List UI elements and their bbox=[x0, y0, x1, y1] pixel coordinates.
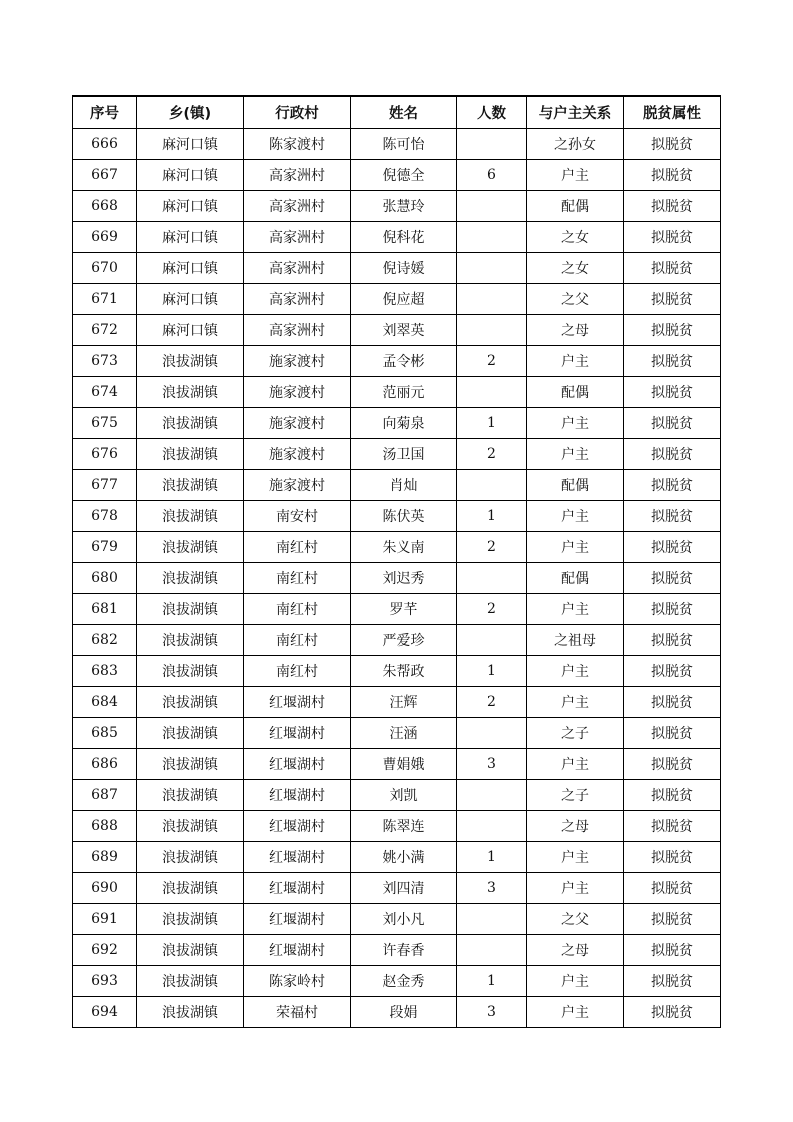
cell-household-size bbox=[457, 315, 527, 346]
cell-index: 668 bbox=[73, 191, 137, 222]
table-header bbox=[73, 96, 721, 129]
cell-township: 麻河口镇 bbox=[137, 315, 244, 346]
table-row bbox=[73, 718, 721, 749]
cell-relation: 之女 bbox=[527, 253, 624, 284]
cell-relation: 户主 bbox=[527, 408, 624, 439]
table-row bbox=[73, 377, 721, 408]
cell-status: 拟脱贫 bbox=[624, 253, 721, 284]
cell-relation: 户主 bbox=[527, 966, 624, 997]
cell-relation: 之母 bbox=[527, 811, 624, 842]
cell-index: 689 bbox=[73, 842, 137, 873]
cell-status: 拟脱贫 bbox=[624, 687, 721, 718]
cell-township: 浪拔湖镇 bbox=[137, 532, 244, 563]
cell-status: 拟脱贫 bbox=[624, 222, 721, 253]
cell-relation: 户主 bbox=[527, 749, 624, 780]
cell-village: 施家渡村 bbox=[244, 470, 351, 501]
cell-village: 高家洲村 bbox=[244, 222, 351, 253]
table-row bbox=[73, 470, 721, 501]
cell-name: 许春香 bbox=[351, 935, 457, 966]
cell-name: 段娟 bbox=[351, 997, 457, 1028]
cell-township: 麻河口镇 bbox=[137, 191, 244, 222]
cell-name: 张慧玲 bbox=[351, 191, 457, 222]
table-row bbox=[73, 160, 721, 191]
table-row bbox=[73, 873, 721, 904]
cell-name: 倪德全 bbox=[351, 160, 457, 191]
header-status: 脱贫属性 bbox=[624, 96, 721, 129]
cell-index: 692 bbox=[73, 935, 137, 966]
cell-household-size bbox=[457, 222, 527, 253]
cell-household-size bbox=[457, 904, 527, 935]
table-row bbox=[73, 532, 721, 563]
cell-village: 南红村 bbox=[244, 563, 351, 594]
cell-village: 荣福村 bbox=[244, 997, 351, 1028]
cell-name: 朱义南 bbox=[351, 532, 457, 563]
cell-relation: 之母 bbox=[527, 935, 624, 966]
cell-name: 陈伏英 bbox=[351, 501, 457, 532]
table-row bbox=[73, 253, 721, 284]
table-row bbox=[73, 904, 721, 935]
cell-index: 687 bbox=[73, 780, 137, 811]
table-row bbox=[73, 687, 721, 718]
cell-household-size bbox=[457, 129, 527, 160]
cell-relation: 之子 bbox=[527, 780, 624, 811]
table-row bbox=[73, 315, 721, 346]
cell-village: 南红村 bbox=[244, 532, 351, 563]
cell-village: 红堰湖村 bbox=[244, 780, 351, 811]
cell-index: 694 bbox=[73, 997, 137, 1028]
cell-township: 浪拔湖镇 bbox=[137, 966, 244, 997]
table-row bbox=[73, 408, 721, 439]
cell-relation: 户主 bbox=[527, 842, 624, 873]
cell-township: 浪拔湖镇 bbox=[137, 501, 244, 532]
cell-status: 拟脱贫 bbox=[624, 935, 721, 966]
cell-index: 684 bbox=[73, 687, 137, 718]
cell-household-size: 3 bbox=[457, 997, 527, 1028]
cell-village: 红堰湖村 bbox=[244, 935, 351, 966]
cell-household-size bbox=[457, 253, 527, 284]
cell-status: 拟脱贫 bbox=[624, 811, 721, 842]
cell-name: 汤卫国 bbox=[351, 439, 457, 470]
cell-index: 673 bbox=[73, 346, 137, 377]
cell-index: 680 bbox=[73, 563, 137, 594]
cell-index: 691 bbox=[73, 904, 137, 935]
cell-name: 范丽元 bbox=[351, 377, 457, 408]
cell-relation: 之父 bbox=[527, 904, 624, 935]
cell-township: 浪拔湖镇 bbox=[137, 904, 244, 935]
cell-relation: 户主 bbox=[527, 532, 624, 563]
cell-relation: 之父 bbox=[527, 284, 624, 315]
cell-household-size bbox=[457, 563, 527, 594]
cell-name: 陈翠连 bbox=[351, 811, 457, 842]
table-row bbox=[73, 935, 721, 966]
cell-township: 浪拔湖镇 bbox=[137, 749, 244, 780]
cell-name: 向菊泉 bbox=[351, 408, 457, 439]
cell-relation: 配偶 bbox=[527, 377, 624, 408]
cell-village: 施家渡村 bbox=[244, 346, 351, 377]
cell-household-size: 1 bbox=[457, 842, 527, 873]
cell-index: 679 bbox=[73, 532, 137, 563]
cell-township: 麻河口镇 bbox=[137, 284, 244, 315]
cell-status: 拟脱贫 bbox=[624, 191, 721, 222]
cell-township: 浪拔湖镇 bbox=[137, 625, 244, 656]
cell-relation: 户主 bbox=[527, 501, 624, 532]
cell-name: 倪应超 bbox=[351, 284, 457, 315]
cell-township: 麻河口镇 bbox=[137, 222, 244, 253]
cell-household-size: 1 bbox=[457, 966, 527, 997]
header-township: 乡(镇) bbox=[137, 96, 244, 129]
cell-status: 拟脱贫 bbox=[624, 470, 721, 501]
cell-household-size bbox=[457, 470, 527, 501]
cell-relation: 户主 bbox=[527, 594, 624, 625]
cell-relation: 户主 bbox=[527, 656, 624, 687]
cell-status: 拟脱贫 bbox=[624, 160, 721, 191]
cell-name: 陈可怡 bbox=[351, 129, 457, 160]
cell-status: 拟脱贫 bbox=[624, 656, 721, 687]
cell-name: 倪诗媛 bbox=[351, 253, 457, 284]
cell-status: 拟脱贫 bbox=[624, 718, 721, 749]
cell-village: 高家洲村 bbox=[244, 315, 351, 346]
cell-relation: 户主 bbox=[527, 160, 624, 191]
cell-relation: 户主 bbox=[527, 873, 624, 904]
cell-household-size bbox=[457, 935, 527, 966]
cell-township: 浪拔湖镇 bbox=[137, 563, 244, 594]
cell-village: 施家渡村 bbox=[244, 439, 351, 470]
table-row bbox=[73, 594, 721, 625]
cell-township: 浪拔湖镇 bbox=[137, 935, 244, 966]
cell-township: 浪拔湖镇 bbox=[137, 687, 244, 718]
cell-relation: 户主 bbox=[527, 997, 624, 1028]
table-row bbox=[73, 997, 721, 1028]
cell-township: 浪拔湖镇 bbox=[137, 780, 244, 811]
cell-relation: 之女 bbox=[527, 222, 624, 253]
cell-name: 肖灿 bbox=[351, 470, 457, 501]
cell-relation: 之母 bbox=[527, 315, 624, 346]
cell-name: 汪辉 bbox=[351, 687, 457, 718]
cell-index: 693 bbox=[73, 966, 137, 997]
table-row bbox=[73, 625, 721, 656]
cell-township: 浪拔湖镇 bbox=[137, 439, 244, 470]
cell-village: 南红村 bbox=[244, 656, 351, 687]
cell-name: 汪涵 bbox=[351, 718, 457, 749]
cell-index: 683 bbox=[73, 656, 137, 687]
cell-name: 刘四清 bbox=[351, 873, 457, 904]
cell-name: 朱帮政 bbox=[351, 656, 457, 687]
header-name: 姓名 bbox=[351, 96, 457, 129]
cell-township: 浪拔湖镇 bbox=[137, 594, 244, 625]
cell-village: 高家洲村 bbox=[244, 191, 351, 222]
cell-index: 677 bbox=[73, 470, 137, 501]
cell-relation: 之孙女 bbox=[527, 129, 624, 160]
table-row bbox=[73, 284, 721, 315]
table-row bbox=[73, 842, 721, 873]
cell-household-size bbox=[457, 811, 527, 842]
table-row bbox=[73, 780, 721, 811]
cell-name: 刘小凡 bbox=[351, 904, 457, 935]
cell-status: 拟脱贫 bbox=[624, 625, 721, 656]
cell-household-size: 1 bbox=[457, 656, 527, 687]
cell-village: 红堰湖村 bbox=[244, 842, 351, 873]
cell-index: 666 bbox=[73, 129, 137, 160]
cell-status: 拟脱贫 bbox=[624, 749, 721, 780]
cell-household-size: 6 bbox=[457, 160, 527, 191]
cell-village: 高家洲村 bbox=[244, 160, 351, 191]
header-relation: 与户主关系 bbox=[527, 96, 624, 129]
table-row bbox=[73, 966, 721, 997]
table-row bbox=[73, 346, 721, 377]
cell-status: 拟脱贫 bbox=[624, 315, 721, 346]
poverty-roster-table bbox=[72, 95, 721, 1028]
cell-index: 685 bbox=[73, 718, 137, 749]
cell-status: 拟脱贫 bbox=[624, 594, 721, 625]
cell-village: 南红村 bbox=[244, 594, 351, 625]
cell-name: 罗芊 bbox=[351, 594, 457, 625]
cell-index: 678 bbox=[73, 501, 137, 532]
cell-village: 红堰湖村 bbox=[244, 718, 351, 749]
cell-township: 麻河口镇 bbox=[137, 253, 244, 284]
cell-index: 669 bbox=[73, 222, 137, 253]
cell-township: 浪拔湖镇 bbox=[137, 656, 244, 687]
cell-household-size: 1 bbox=[457, 501, 527, 532]
cell-township: 浪拔湖镇 bbox=[137, 997, 244, 1028]
cell-index: 688 bbox=[73, 811, 137, 842]
cell-status: 拟脱贫 bbox=[624, 501, 721, 532]
cell-township: 浪拔湖镇 bbox=[137, 470, 244, 501]
cell-household-size: 2 bbox=[457, 532, 527, 563]
cell-household-size bbox=[457, 191, 527, 222]
cell-index: 681 bbox=[73, 594, 137, 625]
cell-village: 陈家渡村 bbox=[244, 129, 351, 160]
cell-status: 拟脱贫 bbox=[624, 408, 721, 439]
cell-village: 红堰湖村 bbox=[244, 873, 351, 904]
cell-relation: 配偶 bbox=[527, 563, 624, 594]
cell-household-size: 3 bbox=[457, 749, 527, 780]
cell-relation: 之子 bbox=[527, 718, 624, 749]
cell-status: 拟脱贫 bbox=[624, 284, 721, 315]
table-row bbox=[73, 191, 721, 222]
cell-village: 红堰湖村 bbox=[244, 904, 351, 935]
cell-relation: 户主 bbox=[527, 346, 624, 377]
cell-status: 拟脱贫 bbox=[624, 532, 721, 563]
table-row bbox=[73, 656, 721, 687]
cell-status: 拟脱贫 bbox=[624, 377, 721, 408]
cell-village: 南安村 bbox=[244, 501, 351, 532]
cell-village: 南红村 bbox=[244, 625, 351, 656]
cell-household-size: 1 bbox=[457, 408, 527, 439]
cell-name: 孟令彬 bbox=[351, 346, 457, 377]
table-row bbox=[73, 222, 721, 253]
cell-household-size: 2 bbox=[457, 439, 527, 470]
cell-village: 施家渡村 bbox=[244, 377, 351, 408]
cell-status: 拟脱贫 bbox=[624, 904, 721, 935]
cell-status: 拟脱贫 bbox=[624, 873, 721, 904]
cell-name: 刘凯 bbox=[351, 780, 457, 811]
table-row bbox=[73, 749, 721, 780]
cell-relation: 之祖母 bbox=[527, 625, 624, 656]
cell-relation: 配偶 bbox=[527, 191, 624, 222]
cell-status: 拟脱贫 bbox=[624, 129, 721, 160]
cell-name: 曹娟娥 bbox=[351, 749, 457, 780]
cell-village: 施家渡村 bbox=[244, 408, 351, 439]
cell-household-size bbox=[457, 284, 527, 315]
cell-index: 671 bbox=[73, 284, 137, 315]
cell-status: 拟脱贫 bbox=[624, 780, 721, 811]
cell-household-size: 3 bbox=[457, 873, 527, 904]
cell-name: 刘迟秀 bbox=[351, 563, 457, 594]
cell-township: 浪拔湖镇 bbox=[137, 718, 244, 749]
cell-index: 670 bbox=[73, 253, 137, 284]
cell-name: 赵金秀 bbox=[351, 966, 457, 997]
cell-township: 浪拔湖镇 bbox=[137, 811, 244, 842]
cell-village: 红堰湖村 bbox=[244, 687, 351, 718]
table-row bbox=[73, 439, 721, 470]
cell-township: 麻河口镇 bbox=[137, 129, 244, 160]
header-village: 行政村 bbox=[244, 96, 351, 129]
cell-household-size bbox=[457, 377, 527, 408]
cell-index: 676 bbox=[73, 439, 137, 470]
cell-township: 浪拔湖镇 bbox=[137, 346, 244, 377]
cell-index: 690 bbox=[73, 873, 137, 904]
cell-status: 拟脱贫 bbox=[624, 997, 721, 1028]
cell-household-size bbox=[457, 625, 527, 656]
cell-name: 倪科花 bbox=[351, 222, 457, 253]
cell-name: 刘翠英 bbox=[351, 315, 457, 346]
cell-village: 高家洲村 bbox=[244, 253, 351, 284]
cell-index: 682 bbox=[73, 625, 137, 656]
table-body bbox=[73, 129, 721, 1028]
cell-household-size: 2 bbox=[457, 687, 527, 718]
cell-name: 严爱珍 bbox=[351, 625, 457, 656]
cell-household-size bbox=[457, 718, 527, 749]
cell-township: 浪拔湖镇 bbox=[137, 842, 244, 873]
cell-village: 陈家岭村 bbox=[244, 966, 351, 997]
cell-status: 拟脱贫 bbox=[624, 842, 721, 873]
cell-status: 拟脱贫 bbox=[624, 439, 721, 470]
cell-status: 拟脱贫 bbox=[624, 563, 721, 594]
cell-index: 675 bbox=[73, 408, 137, 439]
table-row bbox=[73, 811, 721, 842]
cell-status: 拟脱贫 bbox=[624, 346, 721, 377]
cell-village: 红堰湖村 bbox=[244, 811, 351, 842]
cell-household-size: 2 bbox=[457, 594, 527, 625]
table-row bbox=[73, 129, 721, 160]
cell-relation: 户主 bbox=[527, 687, 624, 718]
cell-index: 667 bbox=[73, 160, 137, 191]
header-index: 序号 bbox=[73, 96, 137, 129]
cell-name: 姚小满 bbox=[351, 842, 457, 873]
header-row bbox=[73, 96, 721, 129]
cell-village: 红堰湖村 bbox=[244, 749, 351, 780]
cell-index: 674 bbox=[73, 377, 137, 408]
cell-relation: 配偶 bbox=[527, 470, 624, 501]
table-row bbox=[73, 501, 721, 532]
cell-township: 浪拔湖镇 bbox=[137, 873, 244, 904]
cell-township: 浪拔湖镇 bbox=[137, 377, 244, 408]
cell-index: 672 bbox=[73, 315, 137, 346]
cell-relation: 户主 bbox=[527, 439, 624, 470]
cell-township: 浪拔湖镇 bbox=[137, 408, 244, 439]
cell-village: 高家洲村 bbox=[244, 284, 351, 315]
cell-index: 686 bbox=[73, 749, 137, 780]
header-household-size: 人数 bbox=[457, 96, 527, 129]
cell-status: 拟脱贫 bbox=[624, 966, 721, 997]
table-row bbox=[73, 563, 721, 594]
cell-household-size bbox=[457, 780, 527, 811]
cell-household-size: 2 bbox=[457, 346, 527, 377]
cell-township: 麻河口镇 bbox=[137, 160, 244, 191]
